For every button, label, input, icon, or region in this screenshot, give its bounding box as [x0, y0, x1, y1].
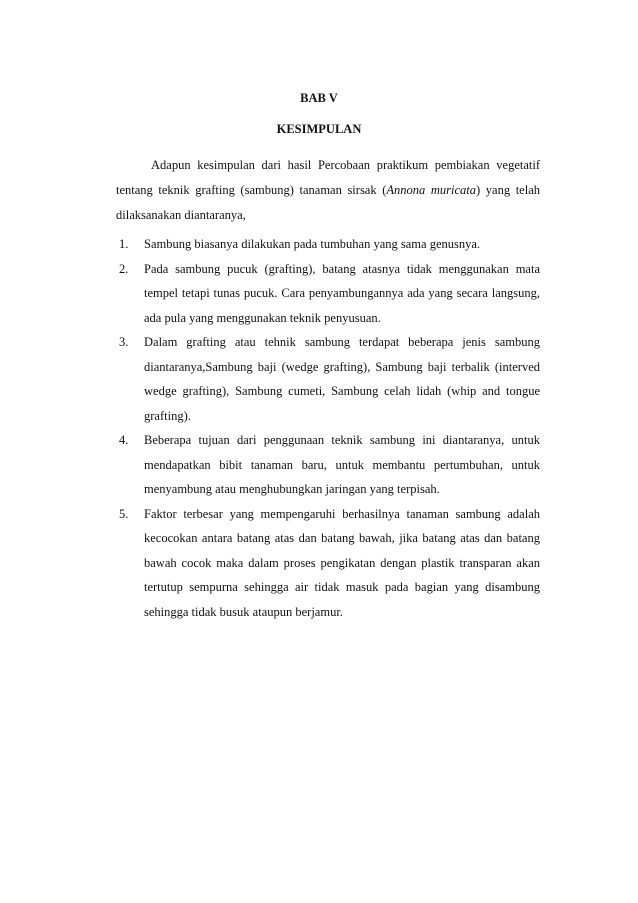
- list-item-text: Sambung biasanya dilakukan pada tumbuhan yang sama genusnya.: [144, 237, 481, 251]
- list-item-number: 4.: [119, 433, 129, 447]
- species-name: Annona muricata: [386, 183, 477, 197]
- list-item-text: Faktor terbesar yang mempengaruhi berhasilnya tanaman sambung adalah kecocokan antara batang atas dan batang bawah, jika batang atas dan batang bawah cocok maka dalam proses pengikatan dengan plastik transparan akan tertutup sempurna sehingga air tidak masuk pada bagian yang disambung sehingga tidak busuk ataupun berjamur.: [144, 506, 540, 619]
- chapter-heading: BAB V: [300, 91, 338, 105]
- intro-text-start: Adapun kesimpulan dari hasil Percobaan praktikum pembiakan vegetatif tentang teknik grafting (sambung) tanaman sirsak (: [116, 158, 540, 197]
- list-item: [116, 330, 540, 428]
- list-item: [116, 428, 540, 502]
- intro-paragraph: [116, 153, 540, 228]
- intro-text-end: ) yang telah dilaksanakan diantaranya,: [116, 183, 540, 222]
- list-item-number: 3.: [119, 335, 129, 349]
- list-item-text: Pada sambung pucuk (grafting), batang atasnya tidak menggunakan mata tempel tetapi tunas pucuk. Cara penyambungannya ada yang secara langsung, ada pula yang menggunakan teknik penyusuan.: [144, 261, 540, 325]
- list-item-text: Beberapa tujuan dari penggunaan teknik sambung ini diantaranya, untuk mendapatkan bibit tanaman baru, untuk membantu pertumbuhan, untuk menyambung atau menghubungkan jaringan yang terpisah.: [144, 433, 540, 496]
- list-item-number: 1.: [119, 237, 129, 251]
- list-item: [116, 502, 540, 625]
- list-item: [116, 257, 540, 331]
- list-item-text: Dalam grafting atau tehnik sambung terdapat beberapa jenis sambung diantaranya,Sambung baji (wedge grafting), Sambung baji terbalik (interved wedge grafting), Sambung cumeti, Sambung celah lidah (whip and tongue grafting).: [144, 335, 540, 423]
- list-item: [116, 232, 540, 257]
- list-item-number: 5.: [119, 506, 129, 521]
- conclusion-list: [116, 232, 540, 624]
- section-title: KESIMPULAN: [276, 122, 362, 136]
- list-item-number: 2.: [119, 261, 129, 276]
